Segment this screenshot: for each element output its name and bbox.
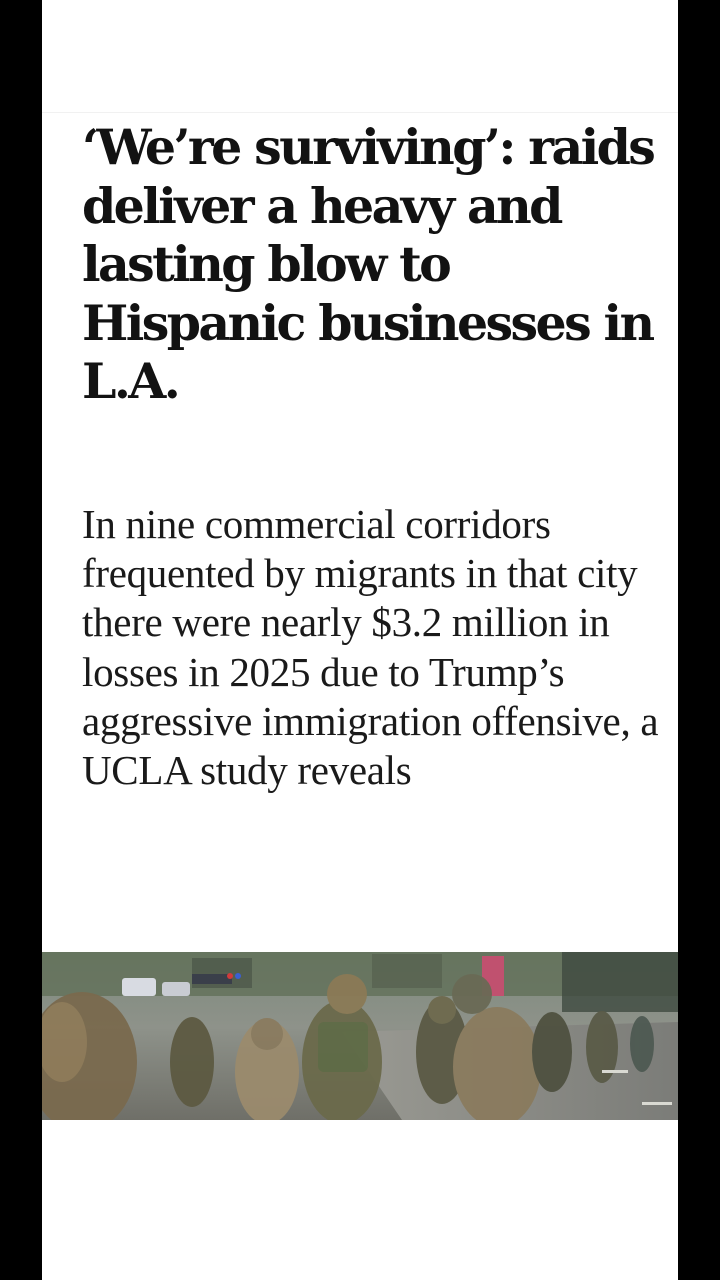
hero-photo-image xyxy=(42,952,678,1120)
article-dek: In nine commercial corridors frequented by migrants in that city there were nearly $3.2 million in losses in 2025 due to Trump’s aggressive immigration offensive, a UCLA study reveals xyxy=(82,501,659,794)
top-bar xyxy=(42,0,678,113)
article-headline[interactable]: ‘We’re surviving’: raids deliver a heavy and lasting blow to Hispanic businesses in L.A. xyxy=(82,118,654,410)
hero-photo[interactable] xyxy=(42,952,678,1120)
article-page xyxy=(42,0,678,1280)
